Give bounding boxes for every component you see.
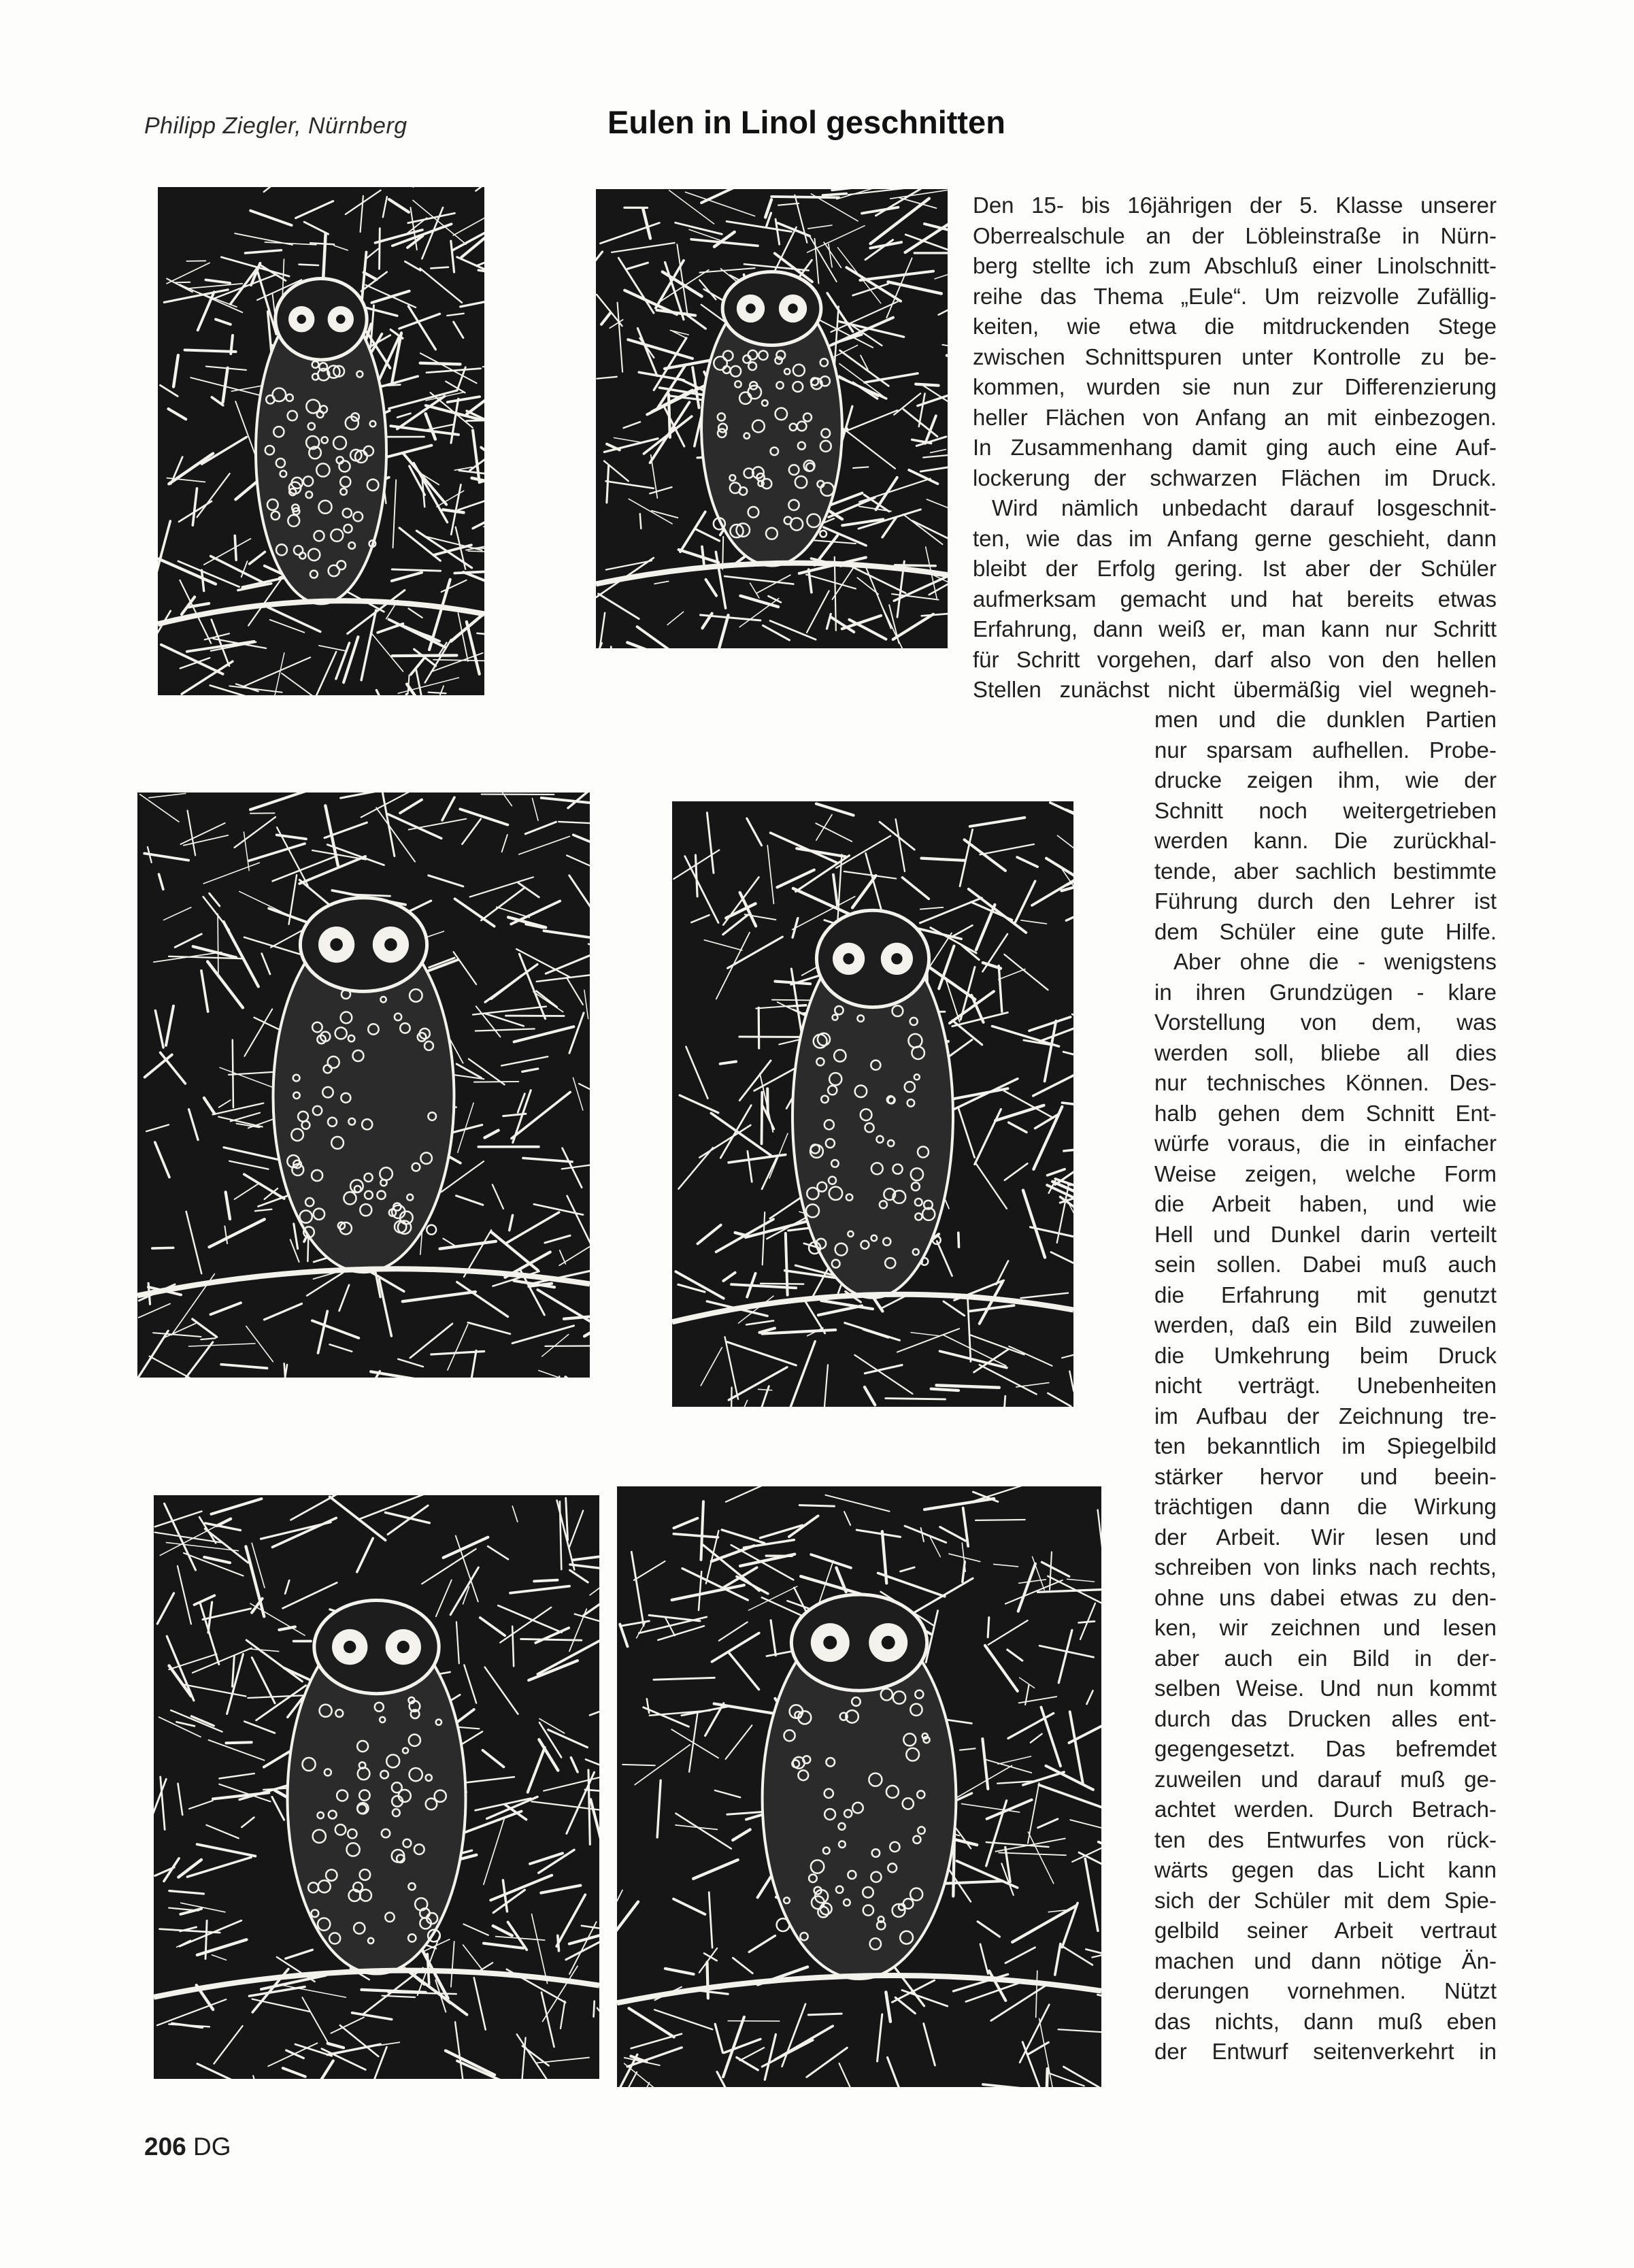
text-line: nur sparsam aufhellen. Probe- [1154,737,1497,763]
text-line: trächtigen dann die Wirkung [1154,1494,1497,1519]
text-line: tende, aber sachlich bestimmte [1154,858,1497,884]
linocut-print-4 [672,801,1073,1407]
linocut-print-5 [154,1495,599,2079]
article-title: Eulen in Linol geschnitten [607,104,1005,140]
text-line: drucke zeigen ihm, wie der [1154,767,1497,793]
linocut-texture [596,189,948,648]
author-byline: Philipp Ziegler, Nürnberg [144,113,407,139]
page-number: 206 [144,2133,186,2161]
text-line: stärker hervor und beein- [1154,1463,1497,1489]
text-line: zuweilen und darauf muß ge- [1154,1766,1497,1792]
text-line: Führung durch den Lehrer ist [1154,888,1497,914]
page-footer [144,2133,231,2161]
text-line: sein sollen. Dabei muß auch [1154,1252,1497,1277]
text-line: bleibt der Erfolg gering. Ist aber der Schüler [973,556,1497,581]
text-line: gegengesetzt. Das befremdet [1154,1736,1497,1761]
linocut-texture [158,187,484,695]
text-line: ken, wir zeichnen und lesen [1154,1615,1497,1640]
text-line: Oberrealschule an der Löbleinstraße in Nürn- [973,222,1497,248]
text-line: durch das Drucken alles ent- [1154,1705,1497,1731]
text-line: aber auch ein Bild in der- [1154,1645,1497,1671]
text-line: ohne uns dabei etwas zu den- [1154,1584,1497,1610]
text-line: heller Flächen von Anfang an mit einbezogen. [973,404,1497,430]
text-line: werden soll, bliebe all dies [1154,1039,1497,1065]
text-line: zwischen Schnittspuren unter Kontrolle zu be- [973,344,1497,369]
text-line: kommen, wurden sie nun zur Differenzierung [973,374,1497,399]
text-line: ten des Entwurfes von rück- [1154,1827,1497,1852]
text-line: Hell und Dunkel darin verteilt [1154,1221,1497,1247]
text-line: Weise zeigen, welche Form [1154,1161,1497,1186]
text-line: die Erfahrung mit genutzt [1154,1282,1497,1307]
text-line: in ihren Grundzügen - klare [1154,979,1497,1005]
text-line: berg stellte ich zum Abschluß einer Linolschnitt- [973,253,1497,278]
text-line: derungen vornehmen. Nützt [1154,1978,1497,2003]
text-line: machen und dann nötige Än- [1154,1948,1497,1973]
text-line: dem Schüler eine gute Hilfe. [1154,918,1497,944]
linocut-print-1 [158,187,484,695]
text-line: die Arbeit haben, und wie [1154,1191,1497,1216]
text-line: würfe voraus, die in einfacher [1154,1131,1497,1156]
text-line: die Umkehrung beim Druck [1154,1342,1497,1368]
text-line: nicht verträgt. Unebenheiten [1154,1373,1497,1398]
linocut-texture [154,1495,599,2079]
text-line: werden, daß ein Bild zuweilen [1154,1312,1497,1337]
linocut-print-6 [617,1486,1101,2087]
text-line: men und die dunklen Partien [1154,707,1497,732]
journal-abbrev: DG [193,2133,231,2161]
text-line: werden kann. Die zurückhal- [1154,828,1497,853]
text-line: sich der Schüler mit dem Spie- [1154,1887,1497,1913]
text-line: nur technisches Können. Des- [1154,1070,1497,1095]
article-text-top [973,190,1497,705]
text-line: wärts gegen das Licht kann [1154,1857,1497,1882]
text-line: Erfahrung, dann weiß er, man kann nur Schritt [973,616,1497,641]
text-line: ten bekanntlich im Spiegelbild [1154,1433,1497,1458]
text-line: achtet werden. Durch Betrach- [1154,1797,1497,1822]
linocut-texture [137,793,590,1378]
text-line: Aber ohne die - wenigstens [1173,949,1497,974]
text-line: der Entwurf seitenverkehrt in [1154,2039,1497,2064]
text-line: In Zusammenhang damit ging auch eine Auf- [973,435,1497,460]
text-line: Vorstellung von dem, was [1154,1010,1497,1035]
text-line: reihe das Thema „Eule“. Um reizvolle Zufällig- [973,283,1497,309]
text-line: lockerung der schwarzen Flächen im Druck. [973,465,1497,490]
article-text-narrow [1154,705,1497,2067]
linocut-texture [672,801,1073,1407]
text-line: selben Weise. Und nun kommt [1154,1675,1497,1701]
text-line: Stellen zunächst nicht übermäßig viel wegneh- [973,677,1497,702]
linocut-print-2 [596,189,948,648]
linocut-texture [617,1486,1101,2087]
text-line: ten, wie das im Anfang gerne geschieht, dann [973,525,1497,551]
text-line: gelbild seiner Arbeit vertraut [1154,1918,1497,1943]
text-line: im Aufbau der Zeichnung tre- [1154,1403,1497,1429]
text-line: für Schritt vorgehen, darf also von den hellen [973,646,1497,672]
linocut-print-3 [137,793,590,1378]
text-line: Wird nämlich unbedacht darauf losgeschnit- [992,495,1497,520]
text-line: schreiben von links nach rechts, [1154,1554,1497,1580]
text-line: halb gehen dem Schnitt Ent- [1154,1100,1497,1126]
text-line: keiten, wie etwa die mitdruckenden Stege [973,314,1497,339]
text-line: Schnitt noch weitergetrieben [1154,797,1497,823]
text-line: Den 15- bis 16jährigen der 5. Klasse unserer [973,193,1497,218]
text-line: das nichts, dann muß eben [1154,2008,1497,2034]
text-line: aufmerksam gemacht und hat bereits etwas [973,586,1497,612]
text-line: der Arbeit. Wir lesen und [1154,1524,1497,1550]
